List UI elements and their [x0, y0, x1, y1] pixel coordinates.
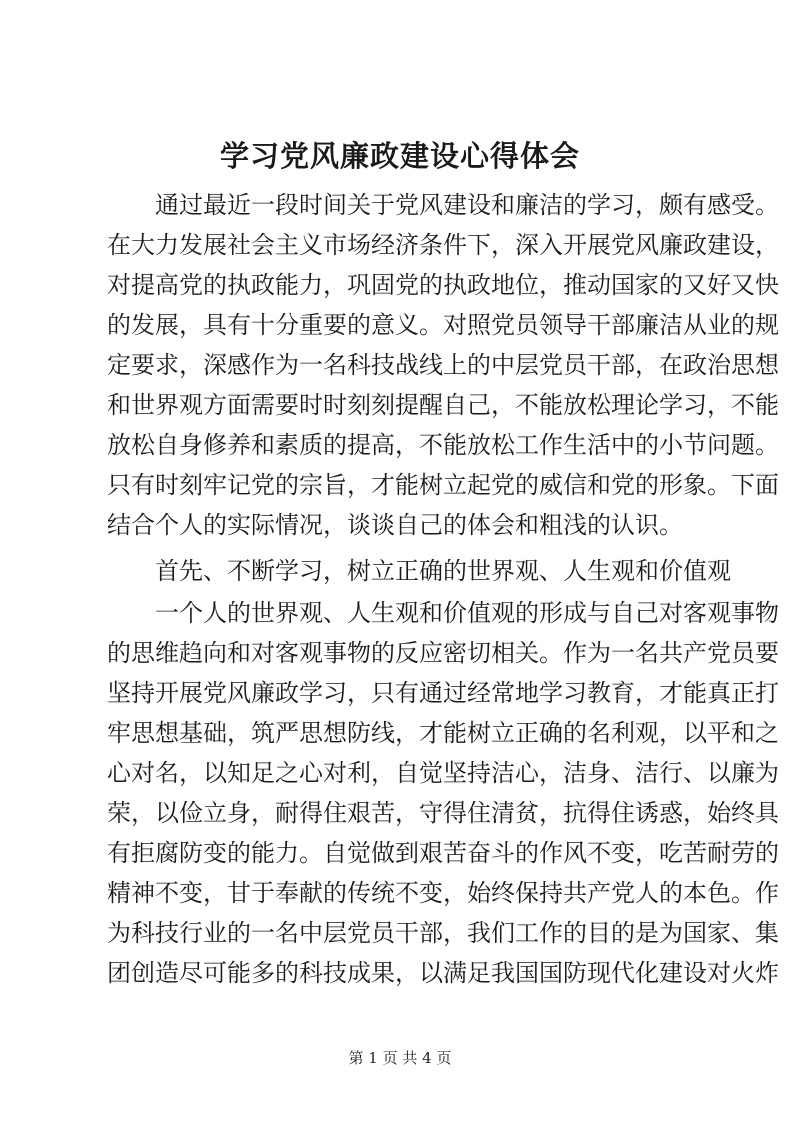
paragraph-line: 放松自身修养和素质的提高，不能放松工作生活中的小节问题。 [107, 431, 779, 459]
paragraph-line: 和世界观方面需要时时刻刻提醒自己，不能放松理论学习，不能 [107, 391, 779, 419]
section-heading: 首先、不断学习，树立正确的世界观、人生观和价值观 [155, 557, 731, 585]
paragraph-line: 心对名，以知足之心对利，自觉坚持洁心，洁身、洁行、以廉为 [107, 759, 779, 787]
paragraph-line: 坚持开展党风廉政学习，只有通过经常地学习教育，才能真正打 [107, 679, 779, 707]
document-title: 学习党风廉政建设心得体会 [219, 139, 580, 173]
paragraph-line: 的发展，具有十分重要的意义。对照党员领导干部廉洁从业的规 [107, 311, 779, 339]
paragraph-line: 有拒腐防变的能力。自觉做到艰苦奋斗的作风不变，吃苦耐劳的 [107, 839, 779, 867]
paragraph-line: 一个人的世界观、人生观和价值观的形成与自己对客观事物 [155, 599, 779, 627]
paragraph-line: 精神不变，甘于奉献的传统不变，始终保持共产党人的本色。作 [107, 879, 779, 907]
paragraph-line: 通过最近一段时间关于党风建设和廉洁的学习，颇有感受。 [155, 191, 779, 219]
paragraph-line: 结合个人的实际情况，谈谈自己的体会和粗浅的认识。 [107, 511, 683, 539]
paragraph-line: 对提高党的执政能力，巩固党的执政地位，推动国家的又好又快 [107, 271, 779, 299]
paragraph-line: 牢思想基础，筑严思想防线，才能树立正确的名利观，以平和之 [107, 719, 779, 747]
paragraph-line: 定要求，深感作为一名科技战线上的中层党员干部，在政治思想 [107, 351, 779, 379]
paragraph-line: 荣，以俭立身，耐得住艰苦，守得住清贫，抗得住诱惑，始终具 [107, 799, 779, 827]
paragraph-line: 团创造尽可能多的科技成果，以满足我国国防现代化建设对火炸 [107, 959, 779, 987]
page-indicator: 第 1 页 共 4 页 [348, 1049, 452, 1067]
paragraph-line: 为科技行业的一名中层党员干部，我们工作的目的是为国家、集 [107, 919, 779, 947]
paragraph-line: 只有时刻牢记党的宗旨，才能树立起党的威信和党的形象。下面 [107, 471, 779, 499]
paragraph-line: 在大力发展社会主义市场经济条件下，深入开展党风廉政建设， [107, 231, 779, 259]
paragraph-line: 的思维趋向和对客观事物的反应密切相关。作为一名共产党员要 [107, 639, 779, 667]
